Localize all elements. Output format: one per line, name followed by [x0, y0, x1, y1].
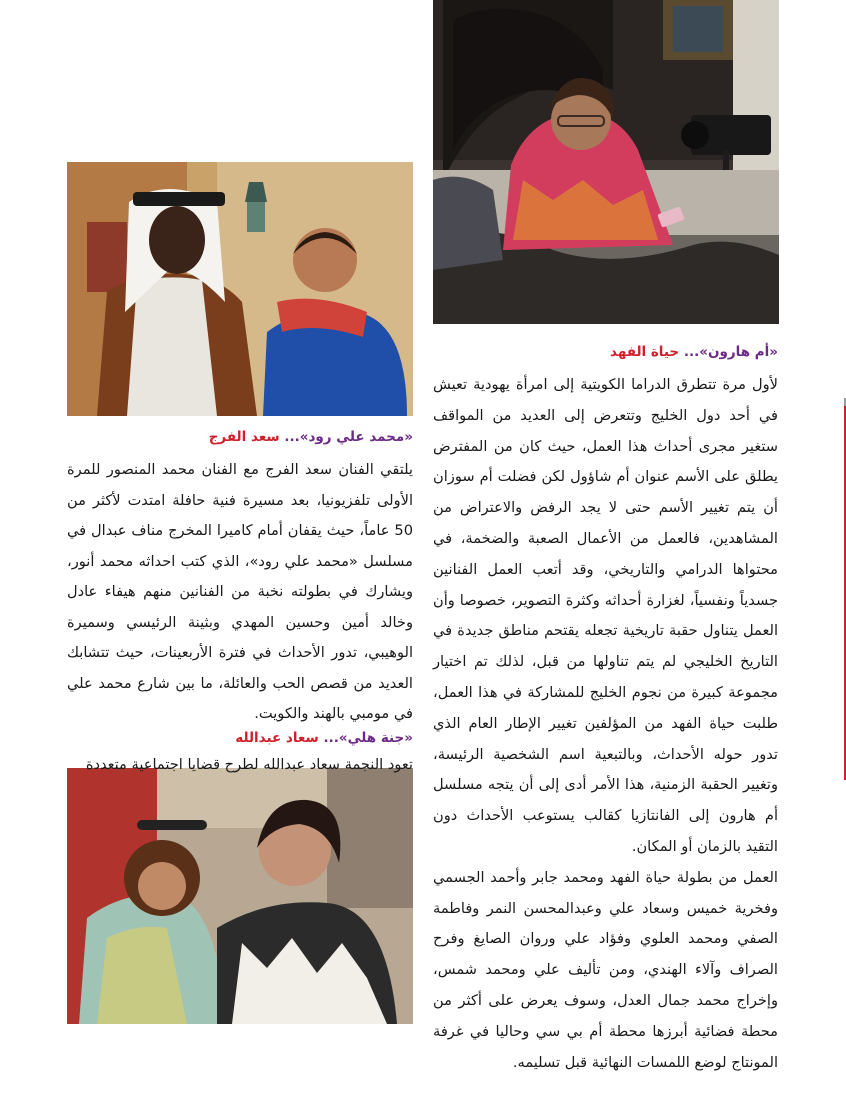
heading-separator: ... — [679, 344, 700, 360]
heading-mohammed-ali-road — [67, 425, 413, 449]
heading-jannat-hali — [67, 726, 413, 750]
paragraph-um-haroun-1: لأول مرة تتطرق الدراما الكويتية إلى امرأة يهودية تعيش في أحد دول الخليج وتتعرض إلى العديد من المواقف ستغير مجرى أحداث هذا العمل، حيث كان من المفترض يطلق على الأسم عنوان أم شاؤول لكن فضلت أم سوزان أن يتم تغيير الأسم حتى لا يجد الرفض والاعتراض من المشاهدين، فالعمل من الأعمال الصعبة والضخمة، في محتواها الدرامي والتاريخي، وقد أتعب العمل الفنانين جسدياً ونفسياً، لغزارة أحداثه وكثرة التصوير، خصوصا وأن العمل يتناول حقبة تاريخية تجعله يقتحم مناطق جديدة في التاريخ الخليجي لم يتم تناولها من قبل، لذلك تم اختيار مجموعة كبيرة من نجوم الخليج للمشاركة في هذا العمل، طلبت حياة الفهد من المؤلفين تغيير الإطار العام الذي تدور حوله الأحداث، وبالتبعية اسم الشخصية الرئيسة، وتغيير الحقبة الزمنية، هذا الأمر أدى إلى أن يتجه مسلسل أم هارون إلى الفانتازيا كقالب يستوعب الأحداث دون التقيد بالزمان أو المكان. — [433, 376, 778, 855]
heading-separator: ... — [318, 729, 339, 746]
heading-actor-name: سعد الفرج — [208, 429, 280, 445]
paragraph-jannat-hali: تعود النجمة سعاد عبدالله لطرح قضايا اجتماعية متعددة — [85, 755, 413, 773]
column-left — [67, 425, 413, 780]
photo-hayat-alfahd-art — [433, 0, 779, 324]
column-right — [433, 340, 778, 1078]
heading-actor-name: حياة الفهد — [610, 344, 680, 360]
photo-souad-abdullah — [67, 768, 413, 1024]
heading-quoted-title: «أم هارون» — [699, 344, 778, 360]
photo-saad-alfaraj — [67, 162, 413, 416]
heading-actor-name: سعاد عبدالله — [235, 729, 319, 746]
heading-quoted-title: «جنة هلي» — [338, 729, 413, 746]
paragraph-um-haroun-2: العمل من بطولة حياة الفهد ومحمد جابر وأحمد الجسمي وفخرية خميس وسعاد علي وعبدالمحسن النمر وفاطمة الصفي ومحمد العلوي وفؤاد علي وروان الصايغ وفرح الصراف وآلاء الهندي، ومن تأليف علي ومحمد شمس، وإخراج محمد جمال العدل، وسوف يعرض على أكثر من محطة فضائية أبرزها محطة أم بي سي وحاليا في غرفة المونتاج لوضع اللمسات النهائية قبل تسليمه. — [433, 868, 778, 1071]
paragraph-mohammed-ali-road: يلتقي الفنان سعد الفرج مع الفنان محمد المنصور للمرة الأولى تلفزيونيا، بعد مسيرة فنية حافلة امتدت لأكثر من 50 عاماً، حيث يقفان أمام كاميرا المخرج مناف عبدال في مسلسل «محمد علي رود»، الذي كتب احداثه محمد أنور، ويشارك في بطولته نخبة من الفنانين منهم هيفاء عادل وخالد أمين وحسين المهدي وبثينة الرئيسي وسميرة الوهيبي، تدور الأحداث في فترة الأربعينات، حيث تتشابك العديد من قصص الحب والعائلة، ما بين شارع محمد علي في مومبي بالهند والكويت. — [67, 461, 413, 722]
heading-um-haroun — [433, 340, 778, 364]
photo-saad-alfaraj-art — [67, 162, 413, 416]
heading-quoted-title: «محمد علي رود» — [299, 429, 413, 445]
photo-hayat-alfahd — [433, 0, 779, 324]
heading-separator: ... — [279, 429, 300, 445]
photo-souad-abdullah-art — [67, 768, 413, 1024]
